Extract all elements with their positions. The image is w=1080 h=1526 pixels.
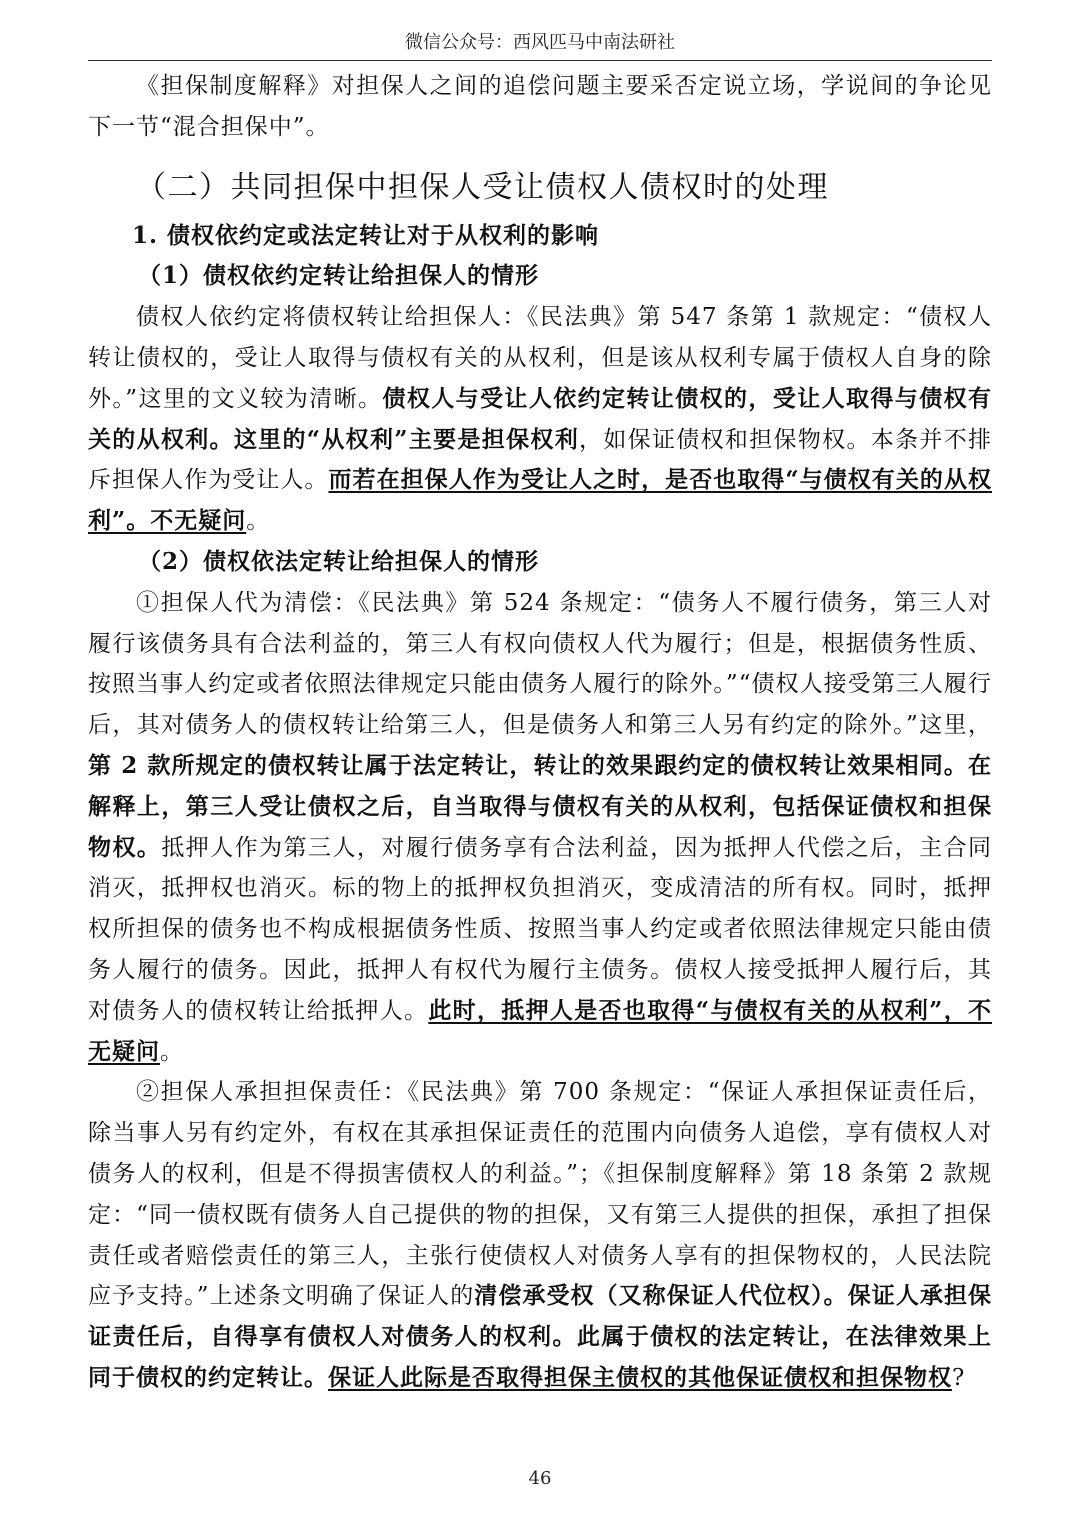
paragraph-legal-transfer [88, 583, 992, 1073]
underlined-bold-segment: 而若在担保人作为受让人之时，是否也取得“与债权有关的从权利”。不无疑问 [88, 466, 993, 535]
text-segment: 债权人依约定将债权转让给担保人：《民法典》第 547 条第 1 款规定：“债权人转让债权的，受让人取得与债权有关的从权利，但是该从权利专属于债权人自身的除外。”这里的文义较为清晰。 [88, 304, 992, 412]
underlined-bold-segment: 保证人此际是否取得担保主债权的其他保证债权和担保物权 [328, 1363, 952, 1391]
intro-paragraph: 《担保制度解释》对担保人之间的追偿问题主要采否定说立场，学说间的争论见下一节“混合担保中”。 [88, 73, 992, 140]
page-content [88, 66, 992, 1399]
subsubsection-heading-2: （2）债权依法定转让给担保人的情形 [138, 547, 540, 575]
paragraph-guarantor-liability [88, 1072, 992, 1398]
paragraph-agreed-transfer [88, 297, 992, 542]
subsection-heading: 1. 债权依约定或法定转让对于从权利的影响 [132, 221, 600, 249]
text-segment: 。 [160, 1038, 184, 1065]
bold-segment: 第 2 款所规定的债权转让属于法定转让，转让的效果跟约定的债权转让效果相同。在解释上，第三人受让债权之后，自当取得与债权有关的从权利，包括保证债权和担保物权。 [88, 751, 992, 861]
text-segment: ①担保人代为清偿：《民法典》第 524 条规定：“债务人不履行债务，第三人对履行该债务具有合法利益的，第三人有权向债权人代为履行；但是，根据债务性质、按照当事人约定或者依照法律规定只能由债务人履行的除外。”“债权人接受第三人履行后，其对债务人的债权转让给第三人，但是债务人和第三人另有约定的除外。”这里， [88, 589, 992, 739]
underlined-bold-segment: 此时，抵押人是否也取得“与债权有关的从权利”，不无疑问 [88, 996, 993, 1065]
text-segment: 。 [246, 508, 271, 535]
page-number: 46 [528, 1468, 552, 1489]
subsubsection-heading-1: （1）债权依约定转让给担保人的情形 [138, 262, 540, 290]
text-segment: ? [952, 1364, 966, 1391]
text-segment: 抵押人作为第三人，对履行债务享有合法利益，因为抵押人代偿之后，主合同消灭，抵押权也消灭。标的物上的抵押权负担消灭，变成清洁的所有权。同时，抵押权所担保的债务也不构成根据债务性质、按照当事人约定或者依照法律规定只能由债务人履行的债务。因此，抵押人有权代为履行主债务。债权人接受抵押人履行后，其对债务人的债权转让给抵押人。 [88, 834, 993, 1024]
bold-segment: 债权人与受让人依约定转让债权的，受让人取得与债权有关的从权利。这里的“从权利”主要是担保权利 [88, 384, 992, 453]
section-heading: （二）共同担保中担保人受让债权人债权时的处理 [136, 169, 829, 205]
text-segment: ，如保证债权和担保物权。本条并不排斥担保人作为受让人。 [88, 426, 993, 494]
bold-segment: 清偿承受权（又称保证人代位权）。保证人承担保证责任后，自得享有债权人对债务人的权利。此属于债权的法定转让，在法律效果上同于债权的约定转让。 [88, 1282, 993, 1391]
page-header: 微信公众号：西风匹马中南法研社 [88, 28, 992, 61]
text-segment: ②担保人承担担保责任：《民法典》第 700 条规定：“保证人承担保证责任后，除当事人另有约定外，有权在其承担保证责任的范围内向债务人追偿，享有债权人对债务人的权利，但是不得损害债权人的利益。”；《担保制度解释》第 18 条第 2 款规定：“同一债权既有债务人自己提供的物的担保，又有第三人提供的担保，承担了担保责任或者赔偿责任的第三人，主张行使债权人对债务人享有的担保物权的，人民法院应予支持。”上述条文明确了保证人的 [88, 1079, 992, 1310]
